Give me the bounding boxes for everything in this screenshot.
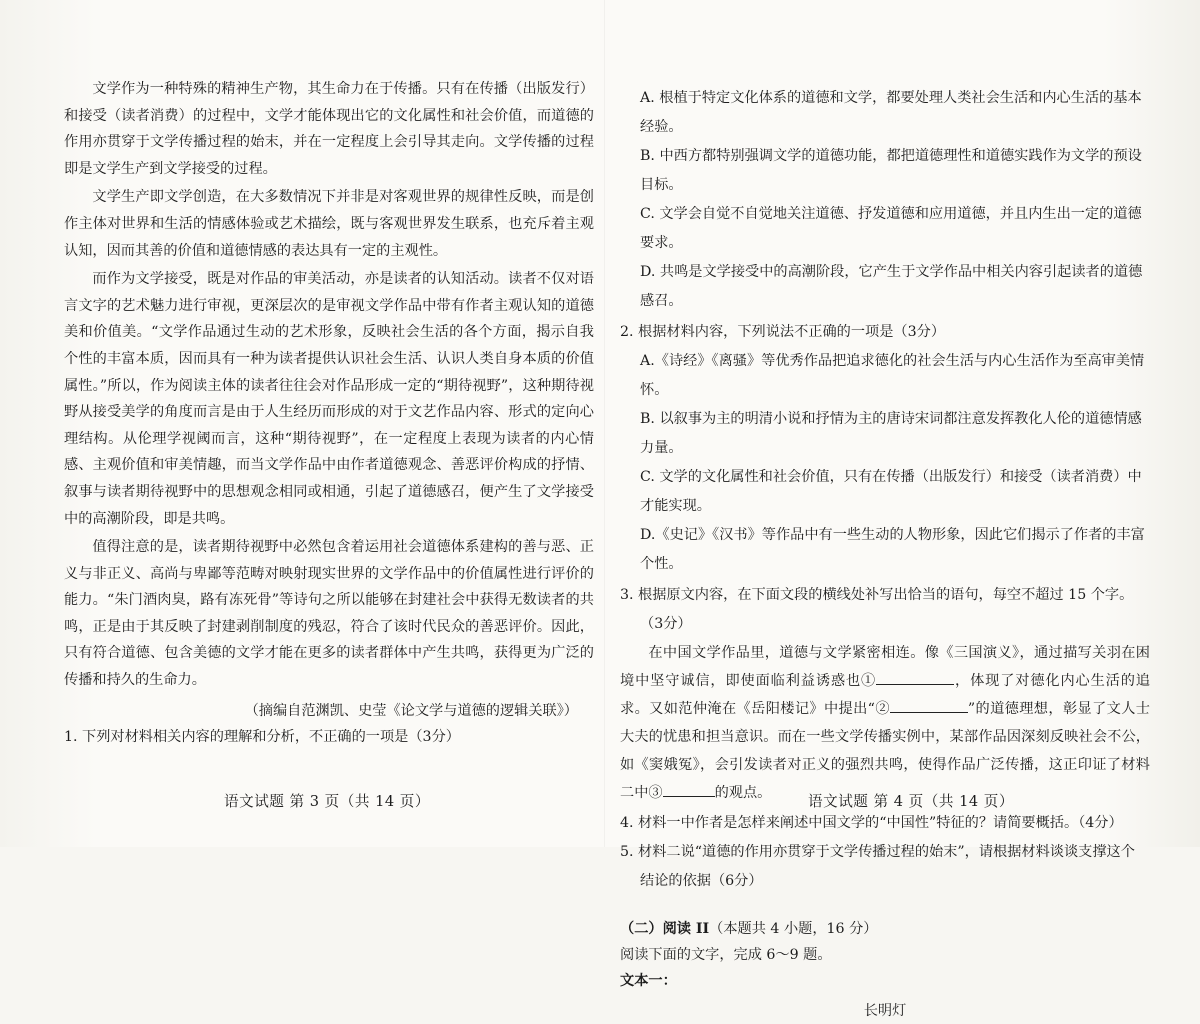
- question-2: 2. 根据材料内容，下列说法不正确的一项是（3分）: [620, 324, 946, 340]
- blank-2[interactable]: [890, 696, 968, 713]
- left-page: [64, 76, 594, 750]
- q1-option-a: A. 根植于特定文化体系的道德和文学，都要处理人类社会生活和内心生活的基本经验。: [640, 90, 1142, 135]
- fill-text-part-2: ，体现了对德化内心生活的追求。又如范仲淹在《岳阳楼记》中提出“②: [620, 673, 1150, 717]
- question-5: 5. 材料二说“道德的作用亦贯穿于文学传播过程的始末”，请根据材料谈谈支撑这个: [620, 844, 1135, 860]
- q2-option-b: B. 以叙事为主的明清小说和抒情为主的唐诗宋词都注意发挥教化人伦的道德情感力量。: [640, 411, 1142, 456]
- page-fold: [604, 0, 605, 847]
- question-3: 3. 根据原文内容，在下面文段的横线处补写出恰当的语句，每空不超过 15 个字。: [620, 587, 1134, 603]
- blank-1[interactable]: [876, 668, 954, 685]
- question-3-fill-passage: [620, 639, 1150, 807]
- question-1: 1. 下列对材料相关内容的理解和分析，不正确的一项是（3分）: [64, 728, 460, 745]
- fill-text-part-4: 的观点。: [714, 785, 772, 801]
- passage-paragraph-2: 文学生产即文学创造，在大多数情况下并非是对客观世界的规律性反映，而是创作主体对世界和生活的情感体验或艺术描绘，既与客观世界发生联系，也充斥着主观认知，因而其善的价值和道德情感的表达具有一定的主观性。: [64, 189, 594, 259]
- section-heading-label: （二）阅读 II: [620, 921, 710, 937]
- blank-3[interactable]: [663, 780, 715, 797]
- q2-option-c: C. 文学的文化属性和社会价值，只有在传播（出版发行）和接受（读者消费）中才能实现。: [640, 469, 1142, 514]
- passage-paragraph-3: 而作为文学接受，既是对作品的审美活动，亦是读者的认知活动。读者不仅对语言文字的艺术魅力进行审视，更深层次的是审视文学作品中带有作者主观认知的道德美和价值美。“文学作品通过生动的艺术形象，反映社会生活的各个方面，揭示自我个性的丰富本质，因而具有一种为读者提供认识社会生活、认识人类自身本质的价值属性。”所以，作为阅读主体的读者往往会对作品形成一定的“期待视野”，这种期待视野从接受美学的角度而言是由于人生经历而形成的对于文艺作品内容、形式的定向心理结构。从伦理学视阈而言，这种“期待视野”，在一定程度上表现为读者的内心情感、主观价值和审美情趣，而当文学作品中由作者道德观念、善恶评价构成的抒情、叙事与读者期待视野中的思想观念相同或相通，引起了道德感召，便产生了文学接受中的高潮阶段，即是共鸣。: [64, 271, 594, 527]
- section-heading-note: （本题共 4 小题，16 分）: [709, 921, 878, 937]
- q1-option-d: D. 共鸣是文学接受中的高潮阶段，它产生于文学作品中相关内容引起读者的道德感召。: [640, 264, 1143, 309]
- fill-text-part-1: 在中国文学作品里，道德与文学紧密相连。像《三国演义》，通过描写关羽在困境中坚守诚信，即使面临利益诱惑也①: [620, 645, 1150, 689]
- text-one-label: 文本一：: [620, 973, 677, 989]
- passage-citation: （摘编自范渊凯、史莹《论文学与道德的逻辑关联》）: [244, 702, 578, 719]
- fill-text-part-3: ”的道德理想，彰显了文人士大夫的忧患和担当意识。而在一些文学传播实例中，某部作品因深刻反映社会不公，如《窦娥冤》，会引发读者对正义的强烈共鸣，使得作品广泛传播，这正印证了材料二中③: [620, 701, 1150, 801]
- reading-instruction: 阅读下面的文字，完成 6～9 题。: [620, 947, 832, 963]
- page-footer-left: 语文试题 第 3 页（共 14 页）: [224, 793, 430, 810]
- right-page: [620, 84, 1150, 1024]
- story-title: 长明灯: [863, 1003, 907, 1019]
- section-heading: [620, 916, 1150, 942]
- question-3-score: （3分）: [640, 616, 692, 632]
- q1-option-b: B. 中西方都特别强调文学的道德功能，都把道德理性和道德实践作为文学的预设目标。: [640, 148, 1142, 193]
- question-4: 4. 材料一中作者是怎样来阐述中国文学的“中国性”特征的？请简要概括。（4分）: [620, 815, 1123, 831]
- passage-paragraph-4: 值得注意的是，读者期待视野中必然包含着运用社会道德体系建构的善与恶、正义与非正义、高尚与卑鄙等范畴对映射现实世界的文学作品中的价值属性进行评价的能力。“朱门酒肉臭，路有冻死骨”等诗句之所以能够在封建社会中获得无数读者的共鸣，正是由于其反映了封建剥削制度的残忍，符合了该时代民众的善恶评价。因此，只有符合道德、包含美德的文学才能在更多的读者群体中产生共鸣，获得更为广泛的传播和持久的生命力。: [64, 539, 594, 689]
- q2-option-a: A.《诗经》《离骚》等优秀作品把追求德化的社会生活与内心生活作为至高审美情怀。: [640, 353, 1145, 398]
- question-5-continued: 结论的依据（6分）: [640, 873, 763, 889]
- passage-paragraph-1: 文学作为一种特殊的精神生产物，其生命力在于传播。只有在传播（出版发行）和接受（读者消费）的过程中，文学才能体现出它的文化属性和社会价值，而道德的作用亦贯穿于文学传播过程的始末，并在一定程度上会引导其走向。文学传播的过程即是文学生产到文学接受的过程。: [64, 81, 594, 177]
- q1-option-c: C. 文学会自觉不自觉地关注道德、抒发道德和应用道德，并且内生出一定的道德要求。: [640, 206, 1142, 251]
- q2-option-d: D.《史记》《汉书》等作品中有一些生动的人物形象，因此它们揭示了作者的丰富个性。: [640, 527, 1145, 572]
- page-footer-right: 语文试题 第 4 页（共 14 页）: [808, 793, 1014, 810]
